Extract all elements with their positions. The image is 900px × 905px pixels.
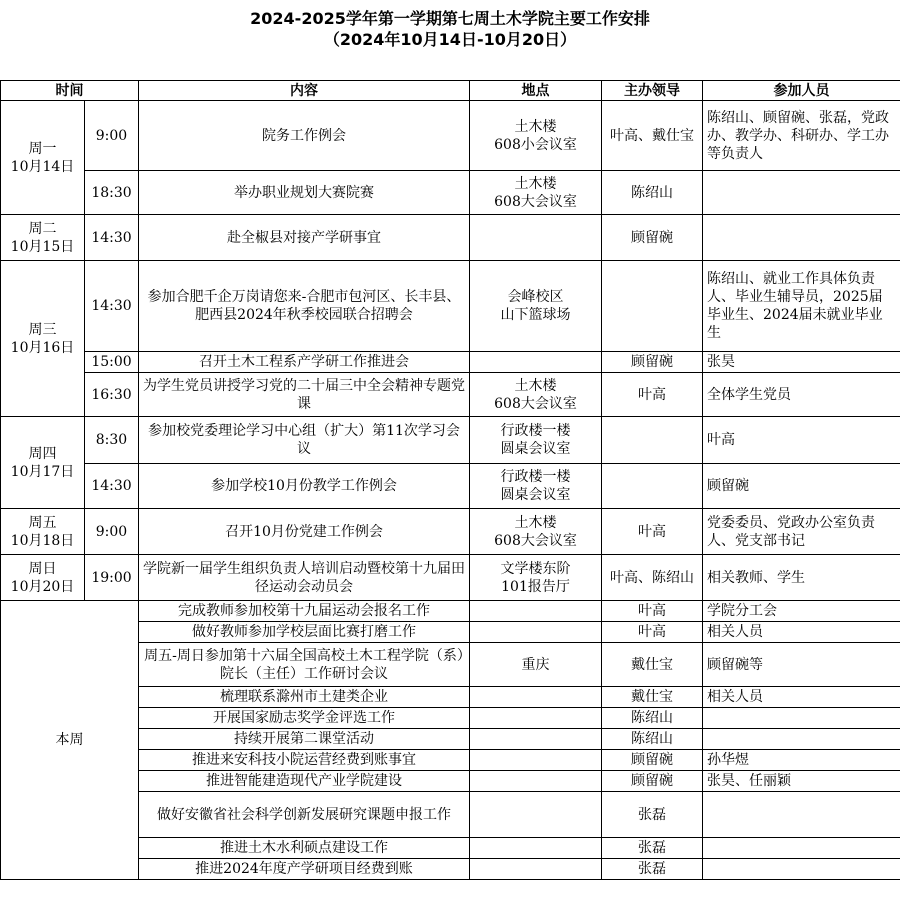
lead-cell: 张磊 xyxy=(602,792,703,838)
content-cell: 为学生党员讲授学习党的二十届三中全会精神专题党课 xyxy=(139,373,470,417)
header-row xyxy=(1,81,900,101)
lead-cell: 叶高 xyxy=(602,622,703,643)
people-cell: 相关人员 xyxy=(703,687,900,708)
table-row xyxy=(1,261,900,352)
place-cell: 土木楼 608大会议室 xyxy=(470,373,602,417)
table-row xyxy=(1,509,900,555)
place-cell: 土木楼 608大会议室 xyxy=(470,171,602,215)
time-cell: 14:30 xyxy=(85,215,139,261)
people-cell xyxy=(703,215,900,261)
lead-cell: 顾留碗 xyxy=(602,352,703,373)
lead-cell xyxy=(602,464,703,509)
place-cell xyxy=(470,601,602,622)
time-cell: 9:00 xyxy=(85,101,139,171)
content-cell: 参加合肥千企万岗请您来-合肥市包河区、长丰县、肥西县2024年秋季校园联合招聘会 xyxy=(139,261,470,352)
lead-cell: 叶高 xyxy=(602,509,703,555)
day-name: 周三 xyxy=(28,321,57,338)
place-cell xyxy=(470,771,602,792)
day-name: 周五 xyxy=(28,514,57,531)
content-cell: 学院新一届学生组织负责人培训启动暨校第十九届田径运动会动员会 xyxy=(139,555,470,601)
day-cell xyxy=(1,215,85,261)
day-date: 10月14日 xyxy=(10,158,75,175)
content-cell: 推进智能建造现代产业学院建设 xyxy=(139,771,470,792)
time-cell: 18:30 xyxy=(85,171,139,215)
content-cell: 参加学校10月份教学工作例会 xyxy=(139,464,470,509)
content-cell: 赴全椒县对接产学研事宜 xyxy=(139,215,470,261)
title-line-2: （2024年10月14日-10月20日） xyxy=(323,30,577,49)
people-cell: 张昊、任丽颖 xyxy=(703,771,900,792)
place-cell xyxy=(470,750,602,771)
time-cell: 19:00 xyxy=(85,555,139,601)
lead-cell: 叶高 xyxy=(602,373,703,417)
people-cell: 陈绍山、就业工作具体负责人、毕业生辅导员，2025届毕业生、2024届未就业毕业生 xyxy=(703,261,900,352)
lead-cell: 陈绍山 xyxy=(602,708,703,729)
lead-cell: 陈绍山 xyxy=(602,171,703,215)
place-cell: 文学楼东阶 101报告厅 xyxy=(470,555,602,601)
place-cell xyxy=(470,792,602,838)
people-cell xyxy=(703,171,900,215)
day-cell xyxy=(1,101,85,215)
day-date: 10月20日 xyxy=(10,578,75,595)
table-row xyxy=(1,215,900,261)
place-cell: 土木楼 608大会议室 xyxy=(470,509,602,555)
lead-cell: 戴仕宝 xyxy=(602,643,703,687)
header-content: 内容 xyxy=(139,81,470,101)
people-cell xyxy=(703,792,900,838)
time-cell: 8:30 xyxy=(85,417,139,464)
day-date: 10月17日 xyxy=(10,463,75,480)
day-date: 10月16日 xyxy=(10,339,75,356)
place-cell xyxy=(470,215,602,261)
content-cell: 周五-周日参加第十六届全国高校土木工程学院（系）院长（主任）工作研讨会议 xyxy=(139,643,470,687)
lead-cell: 顾留碗 xyxy=(602,771,703,792)
day-cell xyxy=(1,555,85,601)
time-cell: 9:00 xyxy=(85,509,139,555)
people-cell xyxy=(703,708,900,729)
people-cell: 孙华煜 xyxy=(703,750,900,771)
content-cell: 院务工作例会 xyxy=(139,101,470,171)
lead-cell: 叶高 xyxy=(602,601,703,622)
table-row xyxy=(1,417,900,464)
people-cell: 顾留碗 xyxy=(703,464,900,509)
place-cell xyxy=(470,687,602,708)
content-cell: 做好教师参加学校层面比赛打磨工作 xyxy=(139,622,470,643)
people-cell: 叶高 xyxy=(703,417,900,464)
page-title xyxy=(0,8,900,50)
lead-cell: 戴仕宝 xyxy=(602,687,703,708)
table-row xyxy=(1,373,900,417)
place-cell xyxy=(470,622,602,643)
time-cell: 15:00 xyxy=(85,352,139,373)
day-name: 周二 xyxy=(28,220,57,237)
place-cell xyxy=(470,729,602,750)
people-cell: 张昊 xyxy=(703,352,900,373)
lead-cell: 顾留碗 xyxy=(602,215,703,261)
place-cell: 行政楼一楼 圆桌会议室 xyxy=(470,417,602,464)
header-lead: 主办领导 xyxy=(602,81,703,101)
place-cell: 土木楼 608小会议室 xyxy=(470,101,602,171)
content-cell: 完成教师参加校第十九届运动会报名工作 xyxy=(139,601,470,622)
people-cell: 相关人员 xyxy=(703,622,900,643)
place-cell xyxy=(470,838,602,859)
day-cell xyxy=(1,509,85,555)
place-cell xyxy=(470,859,602,880)
content-cell: 推进土木水利硕点建设工作 xyxy=(139,838,470,859)
people-cell: 陈绍山、顾留碗、张磊，党政办、教学办、科研办、学工办等负责人 xyxy=(703,101,900,171)
week-row xyxy=(1,601,900,622)
content-cell: 持续开展第二课堂活动 xyxy=(139,729,470,750)
schedule-body xyxy=(1,81,900,880)
time-cell: 14:30 xyxy=(85,464,139,509)
people-cell: 党委委员、党政办公室负责人、党支部书记 xyxy=(703,509,900,555)
header-place: 地点 xyxy=(470,81,602,101)
content-cell: 梳理联系滁州市土建类企业 xyxy=(139,687,470,708)
content-cell: 推进2024年度产学研项目经费到账 xyxy=(139,859,470,880)
header-time: 时间 xyxy=(1,81,139,101)
header-people: 参加人员 xyxy=(703,81,900,101)
title-line-1: 2024-2025学年第一学期第七周土木学院主要工作安排 xyxy=(250,9,650,28)
day-date: 10月18日 xyxy=(10,532,75,549)
lead-cell: 叶高、陈绍山 xyxy=(602,555,703,601)
day-date: 10月15日 xyxy=(10,238,75,255)
content-cell: 召开10月份党建工作例会 xyxy=(139,509,470,555)
people-cell: 全体学生党员 xyxy=(703,373,900,417)
content-cell: 做好安徽省社会科学创新发展研究课题申报工作 xyxy=(139,792,470,838)
table-row xyxy=(1,171,900,215)
place-cell: 重庆 xyxy=(470,643,602,687)
table-row xyxy=(1,464,900,509)
place-cell: 行政楼一楼 圆桌会议室 xyxy=(470,464,602,509)
time-cell: 14:30 xyxy=(85,261,139,352)
place-cell xyxy=(470,708,602,729)
schedule-table xyxy=(0,80,900,880)
day-name: 周日 xyxy=(28,560,57,577)
day-name: 周四 xyxy=(28,445,57,462)
place-cell: 会峰校区 山下篮球场 xyxy=(470,261,602,352)
lead-cell: 顾留碗 xyxy=(602,750,703,771)
table-row xyxy=(1,101,900,171)
day-name: 周一 xyxy=(28,140,57,157)
lead-cell xyxy=(602,261,703,352)
day-cell xyxy=(1,417,85,509)
place-cell xyxy=(470,352,602,373)
content-cell: 召开土木工程系产学研工作推进会 xyxy=(139,352,470,373)
lead-cell: 张磊 xyxy=(602,838,703,859)
day-cell xyxy=(1,261,85,417)
lead-cell: 张磊 xyxy=(602,859,703,880)
content-cell: 推进来安科技小院运营经费到账事宜 xyxy=(139,750,470,771)
table-row xyxy=(1,555,900,601)
lead-cell: 叶高、戴仕宝 xyxy=(602,101,703,171)
content-cell: 参加校党委理论学习中心组（扩大）第11次学习会议 xyxy=(139,417,470,464)
people-cell xyxy=(703,859,900,880)
lead-cell xyxy=(602,417,703,464)
people-cell xyxy=(703,729,900,750)
week-cell: 本周 xyxy=(1,601,139,880)
people-cell: 顾留碗等 xyxy=(703,643,900,687)
table-row xyxy=(1,352,900,373)
content-cell: 开展国家励志奖学金评选工作 xyxy=(139,708,470,729)
lead-cell: 陈绍山 xyxy=(602,729,703,750)
people-cell: 相关教师、学生 xyxy=(703,555,900,601)
people-cell xyxy=(703,838,900,859)
content-cell: 举办职业规划大赛院赛 xyxy=(139,171,470,215)
people-cell: 学院分工会 xyxy=(703,601,900,622)
time-cell: 16:30 xyxy=(85,373,139,417)
